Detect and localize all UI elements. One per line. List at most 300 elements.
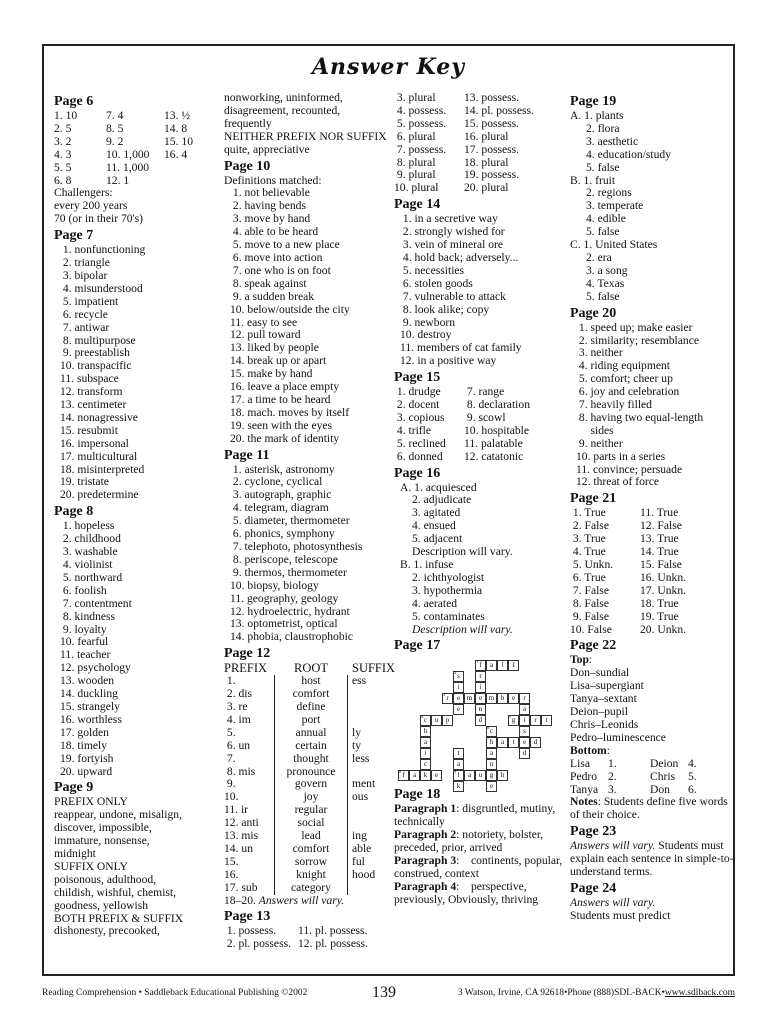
crossword-cell: e <box>453 704 464 715</box>
root-header: ROOT <box>293 661 329 676</box>
answer-cell: 4. trifle <box>394 423 432 437</box>
answer-cell: 6. True <box>570 570 606 584</box>
match-cell: Pedro <box>570 769 598 783</box>
list-item: A. 1. acquiesced <box>400 480 477 494</box>
crossword-cell: t <box>508 737 519 748</box>
crossword-cell: e <box>486 781 497 792</box>
list-item: 12. pull toward <box>230 328 301 342</box>
page-22-bottom-label: Bottom: <box>570 743 610 757</box>
answer-cell: 6. plural <box>394 129 436 143</box>
list-item: 7. antiwar <box>60 320 110 334</box>
answer-cell: 6. donned <box>394 449 443 463</box>
list-item: 13. centimeter <box>60 398 127 412</box>
crossword-cell: r <box>519 693 530 704</box>
match-cell: Don <box>650 782 670 796</box>
suffix-cell <box>348 804 388 817</box>
suffix-cell: able <box>352 841 372 855</box>
answer-cell: 12. 1 <box>106 173 130 187</box>
answer-cell: 13. possess. <box>464 91 520 104</box>
page-16-answers <box>394 482 568 637</box>
answer-cell: 9. scowl <box>464 410 506 424</box>
page-17-heading: Page 17 <box>394 638 441 654</box>
answer-line: immature, nonsense, <box>54 834 150 848</box>
list-item: 3. hypothermia <box>412 583 483 597</box>
answer-row <box>570 559 734 572</box>
list-item: 4. ensued <box>412 519 456 533</box>
crossword-cell: c 4 <box>420 715 431 726</box>
list-item: 9. a sudden break <box>230 289 315 303</box>
prefix-cell: 13. mis <box>224 829 259 843</box>
list-item: A. 1. plants <box>570 109 624 122</box>
page-8-answers <box>54 520 222 778</box>
list-item: 2. era <box>586 250 612 264</box>
list-item: 4. violinist <box>60 558 113 571</box>
list-item: 11. geography, geology <box>230 591 339 605</box>
answer-cell: 16. Unkn. <box>640 570 687 584</box>
answer-cell: 15. False <box>640 558 682 571</box>
page-21-answers <box>570 507 734 636</box>
root-cell: knight <box>274 869 348 882</box>
crossword-cell: e <box>453 693 464 704</box>
answer-cell: 14. 8 <box>164 121 188 135</box>
root-cell: lead <box>274 830 348 843</box>
answer-row <box>570 585 734 598</box>
answer-cell: 2. docent <box>394 398 440 412</box>
clue-number: 1 <box>476 659 479 665</box>
prefix-cell: 15. <box>224 854 239 868</box>
list-item: 5. contaminates <box>412 609 485 623</box>
crossword-cell: d <box>530 737 541 748</box>
crossword-cell: u <box>431 715 442 726</box>
table-row <box>224 843 392 856</box>
answer-cell: 11. 1,000 <box>106 160 150 174</box>
list-item: 9. neither <box>576 436 623 450</box>
root-cell: social <box>274 817 348 830</box>
list-item: 11. easy to see <box>230 315 298 329</box>
list-item: 9. preestablish <box>60 346 130 360</box>
list-item: 2. childhood <box>60 532 121 546</box>
table-row <box>224 714 392 727</box>
answer-cell: 14. pl. possess. <box>464 103 534 117</box>
answer-row <box>394 118 568 131</box>
match-row <box>570 771 734 784</box>
prefix-cell: 2. dis <box>224 687 253 701</box>
answer-cell: 19. possess. <box>464 168 520 182</box>
clue-number: 6 <box>487 725 490 731</box>
answer-line: goodness, yellowish <box>54 898 149 912</box>
page-20-answers <box>570 322 734 490</box>
suffix-cell <box>348 714 388 727</box>
table-row <box>224 753 392 766</box>
prefix-cell: 9. <box>224 777 236 791</box>
suffix-cell <box>348 688 388 701</box>
list-item: 14. break up or apart <box>230 354 327 368</box>
paragraph-answer <box>394 881 568 907</box>
crossword-cell: k <box>453 781 464 792</box>
page-13-answers <box>224 925 392 951</box>
match-cell: 5. <box>688 769 697 783</box>
prefix-header: PREFIX <box>224 661 268 676</box>
crossword-cell: a <box>486 748 497 759</box>
answer-cell: 12. pl. possess. <box>298 937 368 951</box>
match-cell: Tanya <box>570 782 599 796</box>
footer-website-link[interactable]: www.sdlback.com <box>664 988 735 998</box>
root-cell: sorrow <box>274 856 348 869</box>
list-item: 12. in a positive way <box>400 354 497 368</box>
match-item: Tanya–sextant <box>570 692 637 706</box>
page-18-heading: Page 18 <box>394 787 441 803</box>
prefix-cell: 3. re <box>224 699 248 713</box>
prefix-cell: 4. im <box>224 712 251 726</box>
answer-line: SUFFIX ONLY <box>54 859 128 873</box>
crossword-cell: i <box>453 682 464 693</box>
list-item: 5. false <box>586 160 620 174</box>
list-item: 13. wooden <box>60 674 115 688</box>
list-item: 20. upward <box>60 764 113 778</box>
answer-line: dishonesty, precooked, <box>54 924 160 938</box>
list-item: B. 1. fruit <box>570 173 616 187</box>
answer-line: quite, appreciative <box>224 142 310 156</box>
answer-cell: 3. copious <box>394 410 445 424</box>
root-cell: joy <box>274 791 348 804</box>
answer-cell: 3. True <box>570 532 606 546</box>
list-item: 5. false <box>586 225 620 239</box>
page-10-intro: Definitions matched: <box>224 173 322 187</box>
list-item: 16. worthless <box>60 712 122 726</box>
crossword-cell: c <box>420 759 431 770</box>
list-item: 12. hydroelectric, hydrant <box>230 604 350 618</box>
list-item: 13. optometrist, optical <box>230 617 338 631</box>
crossword-cell: a <box>420 737 431 748</box>
answer-cell: 2. False <box>570 519 609 533</box>
page-13-continued <box>394 92 568 195</box>
answer-row <box>570 611 734 624</box>
list-item: 10. biopsy, biology <box>230 578 319 592</box>
answer-cell: 7. False <box>570 583 609 597</box>
list-item: 6. stolen goods <box>400 276 473 290</box>
page-12-note: 18–20. Answers will vary. <box>224 893 345 907</box>
list-item: B. 1. infuse <box>400 558 454 571</box>
answer-cell: 9. 2 <box>106 134 124 148</box>
list-item: 4. edible <box>586 212 626 226</box>
page-19-heading: Page 19 <box>570 94 617 109</box>
match-item: Pedro–luminescence <box>570 730 666 744</box>
list-item: 3. temperate <box>586 199 644 213</box>
crossword-cell: t <box>453 748 464 759</box>
root-cell: host <box>274 675 348 688</box>
answer-cell: 1. True <box>570 506 606 520</box>
list-item: 8. look alike; copy <box>400 302 490 316</box>
answer-row <box>570 598 734 611</box>
list-item: 12. threat of force <box>576 475 660 489</box>
answer-cell: 2. pl. possess. <box>224 937 291 951</box>
suffix-cell: ty <box>352 738 362 752</box>
column-2 <box>224 91 396 951</box>
answer-line: NEITHER PREFIX NOR SUFFIX <box>224 129 387 143</box>
clue-number: 4 <box>421 714 424 720</box>
description-note: Description will vary. <box>412 545 513 559</box>
answer-row <box>394 451 568 464</box>
page-footer <box>42 986 735 1006</box>
answer-cell: 11. True <box>640 506 679 520</box>
page-10-answers <box>224 187 392 445</box>
page-9-heading: Page 9 <box>54 780 94 796</box>
list-item: 6. recycle <box>60 307 108 321</box>
answer-cell: 11. pl. possess. <box>298 924 368 938</box>
page-22-notes: Notes: Students define five words of their choice. <box>570 795 728 822</box>
list-item: 3. neither <box>576 346 623 360</box>
page-22-bottom-answers <box>570 758 734 797</box>
root-cell: pronounce <box>274 766 348 779</box>
crossword-cell: r <box>475 671 486 682</box>
answer-row <box>394 182 568 195</box>
list-item: 2. cyclone, cyclical <box>230 475 323 489</box>
answer-line: discover, impossible, <box>54 821 152 835</box>
list-item: 18. misinterpreted <box>60 462 145 476</box>
answer-line: PREFIX ONLY <box>54 795 128 809</box>
suffix-cell <box>348 701 388 714</box>
prefix-cell: 5. <box>224 725 236 739</box>
answer-cell: 10. False <box>570 622 612 636</box>
table-row <box>224 740 392 753</box>
crossword-cell: c 6 <box>486 726 497 737</box>
crossword-cell: h 7 <box>486 737 497 748</box>
crossword-cell: r <box>530 715 541 726</box>
page-12-heading: Page 12 <box>224 646 271 662</box>
answer-cell: 17. Unkn. <box>640 583 687 597</box>
list-item: 8. periscope, telescope <box>230 552 338 566</box>
answer-cell: 13. True <box>640 532 679 546</box>
list-item: 11. teacher <box>60 648 111 662</box>
page-8-heading: Page 8 <box>54 504 94 520</box>
list-item: 5. false <box>586 289 620 303</box>
list-item: 2. triangle <box>60 256 110 270</box>
list-item: 1. speed up; make easier <box>576 320 693 334</box>
challenger-line: Challengers: <box>54 186 113 200</box>
list-item: 15. make by hand <box>230 367 313 381</box>
root-cell: category <box>274 882 348 895</box>
root-cell: govern <box>274 778 348 791</box>
match-cell: 3. <box>608 782 617 796</box>
crossword-cell: p <box>442 715 453 726</box>
page-title: Answer Key <box>311 54 466 80</box>
list-item: 3. move by hand <box>230 212 311 226</box>
list-item: 14. duckling <box>60 687 118 701</box>
crossword-cell: m <box>486 693 497 704</box>
suffix-cell <box>348 882 388 895</box>
list-item: 14. nonagressive <box>60 410 138 424</box>
list-item: 13. liked by people <box>230 341 319 355</box>
page-9-answers <box>54 796 222 938</box>
answer-cell: 1. 10 <box>54 109 78 122</box>
list-item: 19. tristate <box>60 475 109 489</box>
crossword-cell: a <box>486 660 497 671</box>
page-24-heading: Page 24 <box>570 880 617 896</box>
answer-cell: 7. range <box>464 385 505 399</box>
prefix-cell: 7. <box>224 751 236 765</box>
paragraph-answer <box>394 829 568 855</box>
crossword-cell: i <box>475 682 486 693</box>
list-item: 4. hold back; adversely... <box>400 250 519 264</box>
answer-line: midnight <box>54 847 96 861</box>
answer-cell: 4. 3 <box>54 147 72 161</box>
list-item: 15. resubmit <box>60 423 118 437</box>
list-item: 1. not believable <box>230 186 310 200</box>
list-item: C. 1. United States <box>570 238 658 252</box>
list-item: 4. telegram, diagram <box>230 501 329 515</box>
answer-cell: 4. possess. <box>394 103 447 117</box>
page-7-heading: Page 7 <box>54 228 94 244</box>
answer-row <box>394 425 568 438</box>
list-item: 11. convince; persuade <box>576 462 683 476</box>
match-item: Deion–pupil <box>570 705 628 719</box>
list-item: 17. a time to be heard <box>230 392 331 406</box>
answer-cell: 8. declaration <box>464 398 530 412</box>
clue-number: 7 <box>487 736 490 742</box>
column-3 <box>394 92 568 907</box>
suffix-cell: ous <box>352 790 369 804</box>
prefix-cell: 12. anti <box>224 816 259 830</box>
root-cell: comfort <box>274 688 348 701</box>
crossword-cell: h <box>497 770 508 781</box>
crossword-cell: e <box>475 693 486 704</box>
list-item: 15. strangely <box>60 699 120 713</box>
clue-number: 3 <box>443 692 446 698</box>
answer-row <box>394 131 568 144</box>
challenger-line: 70 (or in their 70's) <box>54 212 144 226</box>
answer-cell: 9. plural <box>394 168 436 182</box>
answer-line: disagreement, recounted, <box>224 103 341 117</box>
suffix-cell: less <box>352 751 370 765</box>
match-item: Chris–Leonids <box>570 717 639 731</box>
answer-cell: 10. hospitable <box>464 423 530 437</box>
root-cell: certain <box>274 740 348 753</box>
paragraph-label: Paragraph 1 <box>394 802 457 816</box>
list-item: 3. autograph, graphic <box>230 488 332 502</box>
list-item: sides <box>576 423 614 437</box>
page-15-heading: Page 15 <box>394 370 441 386</box>
list-item: 3. vein of mineral ore <box>400 238 504 252</box>
prefix-cell: 16. <box>224 867 239 881</box>
list-item: 10. fearful <box>60 635 109 649</box>
list-item: 4. able to be heard <box>230 225 319 239</box>
answer-cell: 15. possess. <box>464 116 520 130</box>
list-item: 6. foolish <box>60 583 107 597</box>
answer-cell: 9. False <box>570 609 609 623</box>
list-item: 9. thermos, thermometer <box>230 565 347 579</box>
answer-cell: 15. 10 <box>164 134 193 148</box>
list-item: 2. flora <box>586 121 620 135</box>
answer-cell: 12. False <box>640 519 682 533</box>
crossword-cell: s <box>519 726 530 737</box>
list-item: 20. predetermine <box>60 488 139 502</box>
list-item: 4. education/study <box>586 147 672 161</box>
match-item: Don–sundial <box>570 666 630 680</box>
table-row <box>224 830 392 843</box>
challenger-line: every 200 years <box>54 199 128 213</box>
list-item: 12. transform <box>60 385 123 399</box>
list-item: 5. northward <box>60 570 123 584</box>
suffix-cell: hood <box>352 867 376 881</box>
list-item: 20. the mark of identity <box>230 431 340 445</box>
page-6-challengers <box>54 187 222 226</box>
crossword-cell: a <box>497 737 508 748</box>
clue-number: 8 <box>399 769 402 775</box>
list-item: 12. psychology <box>60 661 131 675</box>
crossword-cell: g <box>486 770 497 781</box>
answer-cell <box>164 175 216 188</box>
column-4 <box>570 92 734 923</box>
list-item: 5. move to a new place <box>230 238 340 252</box>
clue-number: 9 <box>454 769 457 775</box>
match-cell: Lisa <box>570 756 590 770</box>
page-11-heading: Page 11 <box>224 447 270 463</box>
prefix-cell: 8. mis <box>224 764 256 778</box>
list-item: 7. contentment <box>60 596 132 610</box>
paragraph-label: Paragraph 4 <box>394 879 457 893</box>
crossword-cell: l 9 <box>453 770 464 781</box>
answer-row <box>570 624 734 637</box>
paragraph-text: : notoriety, bolster, preceded, prior, arrived <box>394 828 547 855</box>
column-1 <box>54 92 222 938</box>
answer-cell: 10. 1,000 <box>106 147 150 161</box>
page-7-answers <box>54 244 222 502</box>
list-item: 5. necessities <box>400 263 465 277</box>
list-item: 11. subspace <box>60 372 119 386</box>
match-cell: 4. <box>688 756 697 770</box>
prefix-cell: 17. sub <box>224 880 258 894</box>
list-item: 6. move into action <box>230 250 323 264</box>
page-12-table <box>224 675 392 894</box>
crossword-cell: u <box>475 770 486 781</box>
list-item: 18. timely <box>60 738 108 752</box>
answer-cell: 2. 5 <box>54 121 72 135</box>
crossword-cell: a <box>409 770 420 781</box>
answer-row <box>394 105 568 118</box>
list-item: 9. loyalty <box>60 622 107 636</box>
clue-number: 2 <box>454 670 457 676</box>
list-item: 7. one who is on foot <box>230 263 331 277</box>
list-item: 3. bipolar <box>60 268 108 282</box>
list-item: 9. newborn <box>400 315 456 329</box>
crossword-cell: n <box>475 704 486 715</box>
crossword-cell: h <box>420 726 431 737</box>
page-21-heading: Page 21 <box>570 491 617 507</box>
match-row <box>570 758 734 771</box>
match-cell: 1. <box>608 756 617 770</box>
list-item: 8. kindness <box>60 609 116 623</box>
answer-cell: 4. True <box>570 545 606 559</box>
list-item: 19. seen with the eyes <box>230 418 333 432</box>
answer-cell: 13. ½ <box>164 109 191 122</box>
answer-cell: 8. False <box>570 596 609 610</box>
suffix-header: SUFFIX <box>352 661 396 676</box>
page-6-heading: Page 6 <box>54 94 94 109</box>
crossword-cell: r 3 <box>442 693 453 704</box>
clue-number: 5 <box>509 714 512 720</box>
answer-cell: 20. Unkn. <box>640 622 687 636</box>
crossword-cell: t <box>541 715 552 726</box>
list-item: 2. strongly wished for <box>400 225 505 239</box>
list-item: 5. diameter, thermometer <box>230 514 350 528</box>
answer-cell: 3. 2 <box>54 134 72 148</box>
list-item: 3. washable <box>60 545 118 559</box>
list-item: 3. a song <box>586 263 628 277</box>
list-item: 1. asterisk, astronomy <box>230 462 335 476</box>
answer-cell: 5. 5 <box>54 160 72 174</box>
list-item: 7. heavily filled <box>576 398 652 412</box>
list-item: 1. hopeless <box>60 519 115 533</box>
